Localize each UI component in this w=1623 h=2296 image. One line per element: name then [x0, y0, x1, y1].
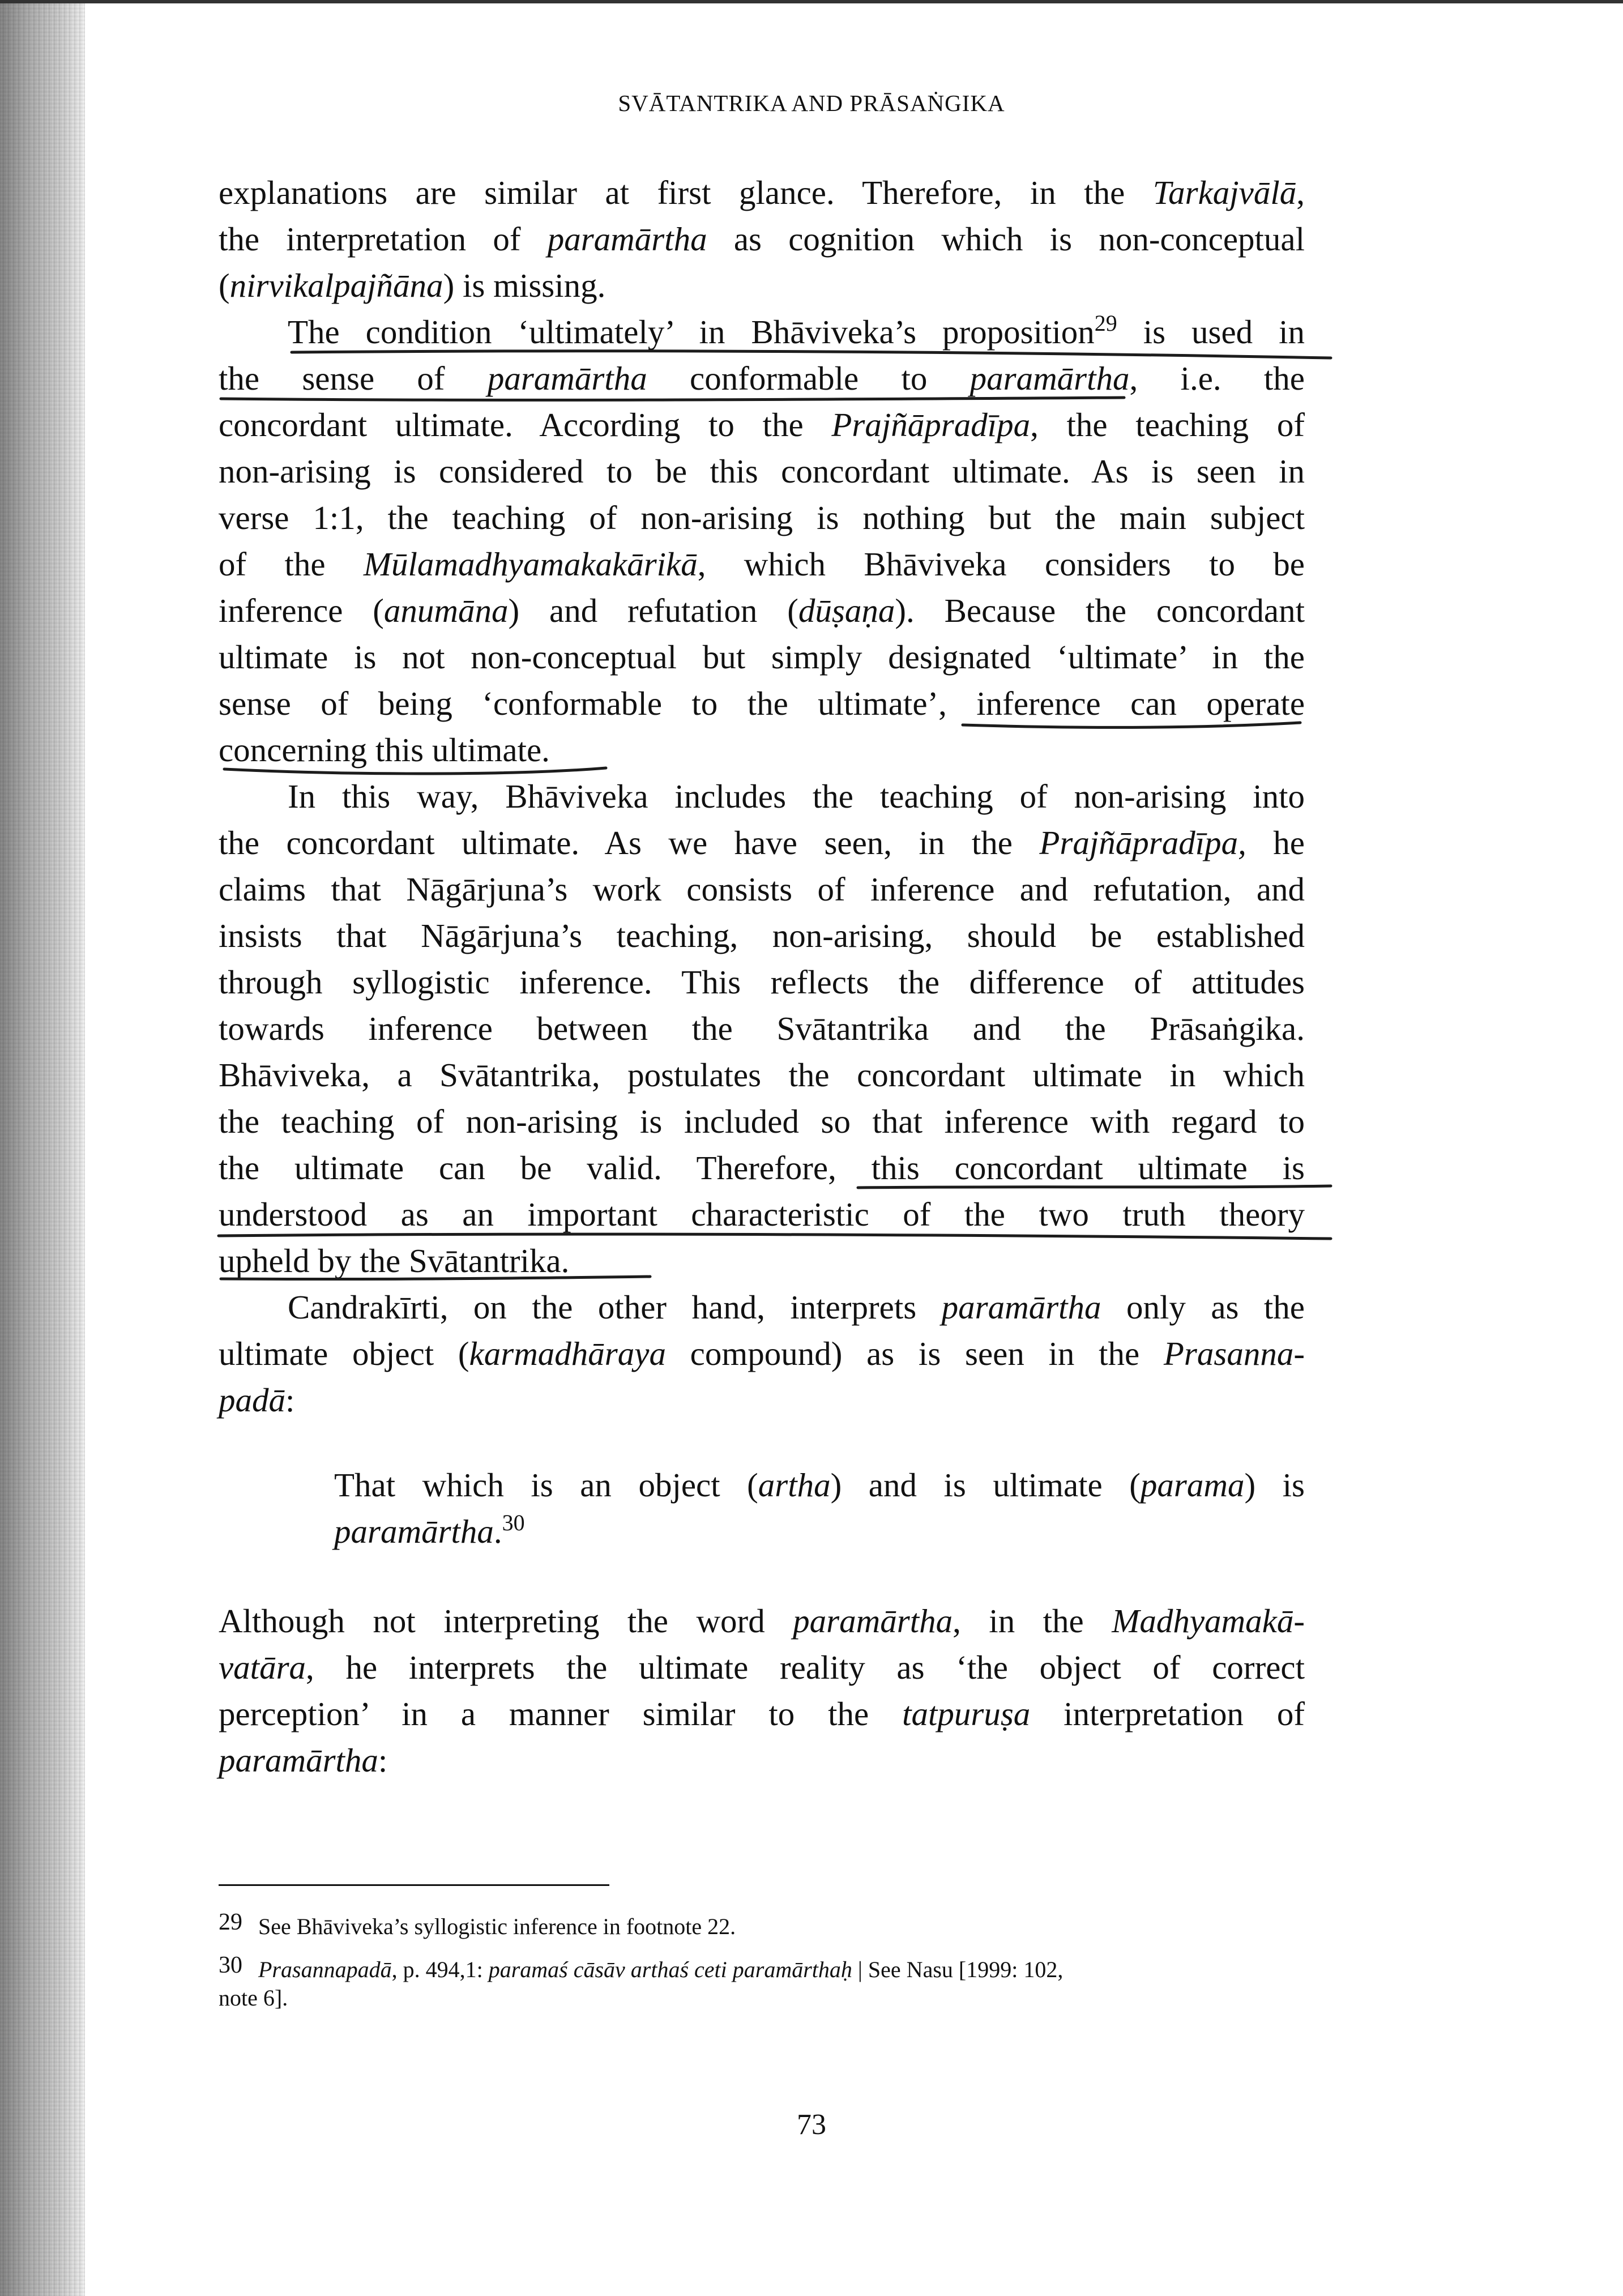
- text-span: , i.e. the: [1129, 360, 1305, 397]
- text-span: compound) as is seen in the: [665, 1335, 1164, 1372]
- body-line: Bhāviveka, a Svātantrika, postulates the concordant ultimate in which: [219, 1056, 1305, 1094]
- text-span: ) is missing.: [443, 267, 606, 304]
- body-line: towards inference between the Svātantrika and the Prāsaṅgika.: [219, 1010, 1305, 1047]
- body-line: verse 1:1, the teaching of non-arising is nothing but the main subject: [219, 499, 1305, 536]
- body-line: [219, 1377, 294, 1423]
- italic-term: karmadhāraya: [469, 1335, 666, 1372]
- body-line: In this way, Bhāviveka includes the teaching of non-arising into: [288, 778, 1305, 815]
- footnote-ref-30[interactable]: 30: [502, 1510, 525, 1535]
- top-border: [0, 0, 1623, 3]
- text-span: of the: [219, 545, 364, 583]
- body-line: through syllogistic inference. This reflects the difference of attitudes: [219, 963, 1305, 1001]
- text-span: the interpretation of: [219, 220, 548, 258]
- text-span: .: [493, 1513, 502, 1550]
- text-span: Candrakīrti, on the other hand, interprets: [288, 1288, 942, 1326]
- text-span: only as the: [1101, 1288, 1305, 1326]
- body-line: non-arising is considered to be this concordant ultimate. As is seen in: [219, 453, 1305, 490]
- text-span: is used in: [1117, 313, 1305, 351]
- italic-title: padā: [219, 1381, 285, 1419]
- text-span: ,: [1296, 174, 1305, 211]
- text-span: Although not interpreting the word: [219, 1602, 793, 1640]
- footnote-rule: [219, 1884, 609, 1886]
- body-line: claims that Nāgārjuna’s work consists of inference and refutation, and: [219, 870, 1305, 908]
- footnote-text: , p. 494,1:: [391, 1957, 489, 1982]
- running-head: SVĀTANTRIKA AND PRĀSAṄGIKA: [618, 90, 1005, 116]
- italic-term: paramārtha: [969, 360, 1130, 397]
- body-line: [219, 541, 1305, 587]
- text-span: the concordant ultimate. As we have seen, in the: [219, 824, 1040, 861]
- text-span: :: [378, 1742, 388, 1779]
- body-line: the teaching of non-arising is included so that inference with regard to: [219, 1103, 1305, 1140]
- text-span: he: [1246, 824, 1305, 861]
- italic-title: Mūlamadhyamakakārikā: [363, 545, 698, 583]
- body-line: upheld by the Svātantrika.: [219, 1242, 570, 1279]
- text-span: ). Because the concordant: [895, 592, 1305, 629]
- body-line: [219, 588, 1305, 633]
- body-line: [219, 356, 1305, 401]
- text-span: the sense of: [219, 360, 488, 397]
- italic-term: dūṣaṇa: [798, 592, 895, 629]
- text-span: explanations are similar at first glance. Therefore, in the: [219, 174, 1153, 211]
- footnote-text: See Bhāviveka’s syllogistic inference in footnote 22.: [258, 1914, 736, 1939]
- text-span: ) is: [1244, 1466, 1305, 1504]
- text-span: , in the: [953, 1602, 1112, 1640]
- body-line: [288, 309, 1305, 355]
- italic-title: Prajñāpradīpa: [831, 406, 1031, 443]
- body-line: the ultimate can be valid. Therefore, this concordant ultimate is: [219, 1149, 1305, 1187]
- page-number: 73: [797, 2109, 826, 2141]
- body-line: [219, 1691, 1305, 1736]
- text-span: That which is an object (: [334, 1466, 758, 1504]
- italic-title: Prasanna-: [1163, 1335, 1305, 1372]
- italic-term: paramārtha: [941, 1288, 1101, 1326]
- body-line: [219, 1331, 1305, 1376]
- text-span: The condition ‘ultimately’ in Bhāviveka’s proposition: [288, 313, 1095, 351]
- text-span: , the teaching of: [1030, 406, 1305, 443]
- body-line: [219, 1645, 1305, 1690]
- footnote-30: [219, 1949, 1063, 1986]
- italic-term: paramaś cāsāv arthaś ceti paramārthaḥ: [488, 1957, 852, 1982]
- text-span: perception’ in a manner similar to the: [219, 1695, 869, 1732]
- text-span: conformable to: [647, 360, 970, 397]
- body-line: [219, 820, 1305, 865]
- body-line: [219, 1598, 1305, 1644]
- footnote-number: 30: [219, 1952, 242, 1978]
- body-line: ultimate is not non-conceptual but simply designated ‘ultimate’ in the: [219, 638, 1305, 676]
- text-span: , which Bhāviveka considers to be: [697, 545, 1305, 583]
- body-line: [219, 402, 1305, 447]
- text-span: ) and refutation (: [508, 592, 798, 629]
- text-span: ) and is ultimate (: [830, 1466, 1141, 1504]
- text-span: interpretation of: [1064, 1695, 1305, 1732]
- footnote-text: | See Nasu [1999: 102,: [852, 1957, 1064, 1982]
- body-line: [219, 263, 605, 308]
- text-span: inference (: [219, 592, 384, 629]
- page-spine-shadow: [0, 0, 85, 2296]
- italic-title: Prasannapadā: [258, 1957, 392, 1982]
- text-span: as cognition which is non-conceptual: [707, 220, 1305, 258]
- text-span: :: [285, 1381, 295, 1419]
- italic-term: paramārtha: [219, 1742, 378, 1779]
- block-quote-line: [334, 1509, 525, 1554]
- footnote-number: 29: [219, 1909, 242, 1935]
- body-line: [219, 216, 1305, 262]
- body-line: [219, 170, 1305, 215]
- body-line: sense of being ‘conformable to the ultimate’, inference can operate: [219, 685, 1305, 722]
- italic-term: paramārtha: [793, 1602, 953, 1640]
- text-span: , he interprets the ultimate reality as ‘the object of correct: [306, 1649, 1305, 1686]
- footnote-29: [219, 1906, 736, 1943]
- italic-term: paramārtha: [334, 1513, 494, 1550]
- body-line: insists that Nāgārjuna’s teaching, non-arising, should be established: [219, 917, 1305, 954]
- italic-title: Tarkajvālā: [1152, 174, 1297, 211]
- body-line: [219, 1738, 387, 1783]
- block-quote-line: [334, 1462, 1305, 1508]
- italic-title: Madhyamakā-: [1112, 1602, 1305, 1640]
- italic-term: paramārtha: [487, 360, 647, 397]
- italic-term: nirvikalpajñāna: [229, 267, 443, 304]
- body-line: [288, 1284, 1305, 1330]
- footnote-ref-29[interactable]: 29: [1094, 310, 1117, 336]
- italic-term: parama: [1140, 1466, 1245, 1504]
- italic-term: anumāna: [383, 592, 509, 629]
- italic-term: paramārtha: [547, 220, 707, 258]
- text-span: (: [219, 267, 230, 304]
- text-span: ultimate object (: [219, 1335, 469, 1372]
- italic-title: Prajñāpradīpa,: [1039, 824, 1246, 861]
- italic-term: artha: [758, 1466, 831, 1504]
- italic-term: tatpuruṣa: [902, 1695, 1031, 1732]
- body-line: understood as an important characteristic of the two truth theory: [219, 1196, 1305, 1233]
- body-line: concerning this ultimate.: [219, 731, 550, 769]
- footnote-30-continued: note 6].: [219, 1985, 288, 2011]
- italic-title: vatāra: [219, 1649, 306, 1686]
- text-span: concordant ultimate. According to the: [219, 406, 832, 443]
